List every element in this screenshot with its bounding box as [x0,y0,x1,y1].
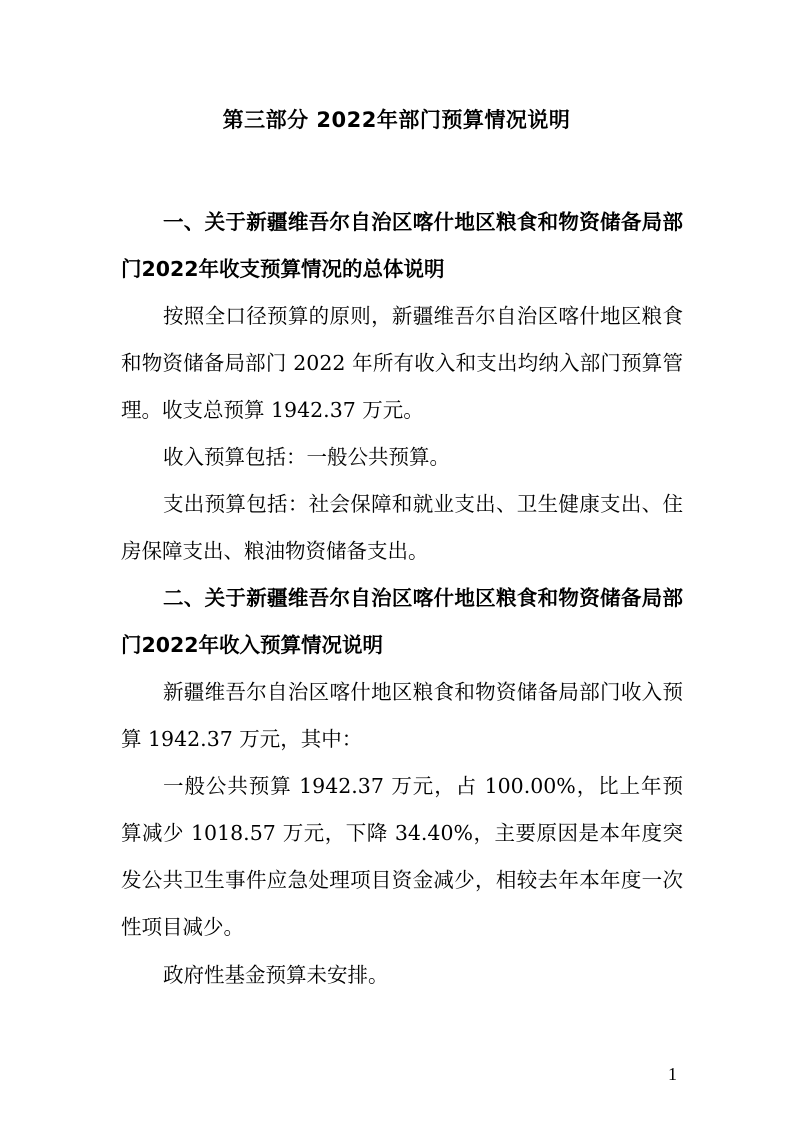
document-body [121,199,683,999]
section-1-paragraph-2: 收入预算包括：一般公共预算。 [163,445,450,469]
section-1-paragraph-1: 按照全口径预算的原则，新疆维吾尔自治区喀什地区粮食和物资储备局部门 2022 年所有收入和支出均纳入部门预算管理。收支总预算 1942.37 万元。 [121,304,683,422]
section-1-heading: 一、关于新疆维吾尔自治区喀什地区粮食和物资储备局部门2022年收支预算情况的总体说明 [121,210,683,281]
page-number: 1 [668,1064,677,1084]
section-2-paragraph-1: 新疆维吾尔自治区喀什地区粮食和物资储备局部门收入预算 1942.37 万元，其中： [121,680,683,751]
section-2-heading: 二、关于新疆维吾尔自治区喀什地区粮食和物资储备局部门2022年收入预算情况说明 [121,586,683,657]
section-1-paragraph-3: 支出预算包括：社会保障和就业支出、卫生健康支出、住房保障支出、粮油物资储备支出。 [121,492,683,563]
document-title: 第三部分 2022年部门预算情况说明 [222,108,571,132]
section-2-paragraph-2: 一般公共预算 1942.37 万元，占 100.00%，比上年预算减少 1018.57 万元，下降 34.40%，主要原因是本年度突发公共卫生事件应急处理项目资金减少，相较去年本年度一次性项目减少。 [121,774,683,939]
section-2-paragraph-3: 政府性基金预算未安排。 [163,963,389,987]
